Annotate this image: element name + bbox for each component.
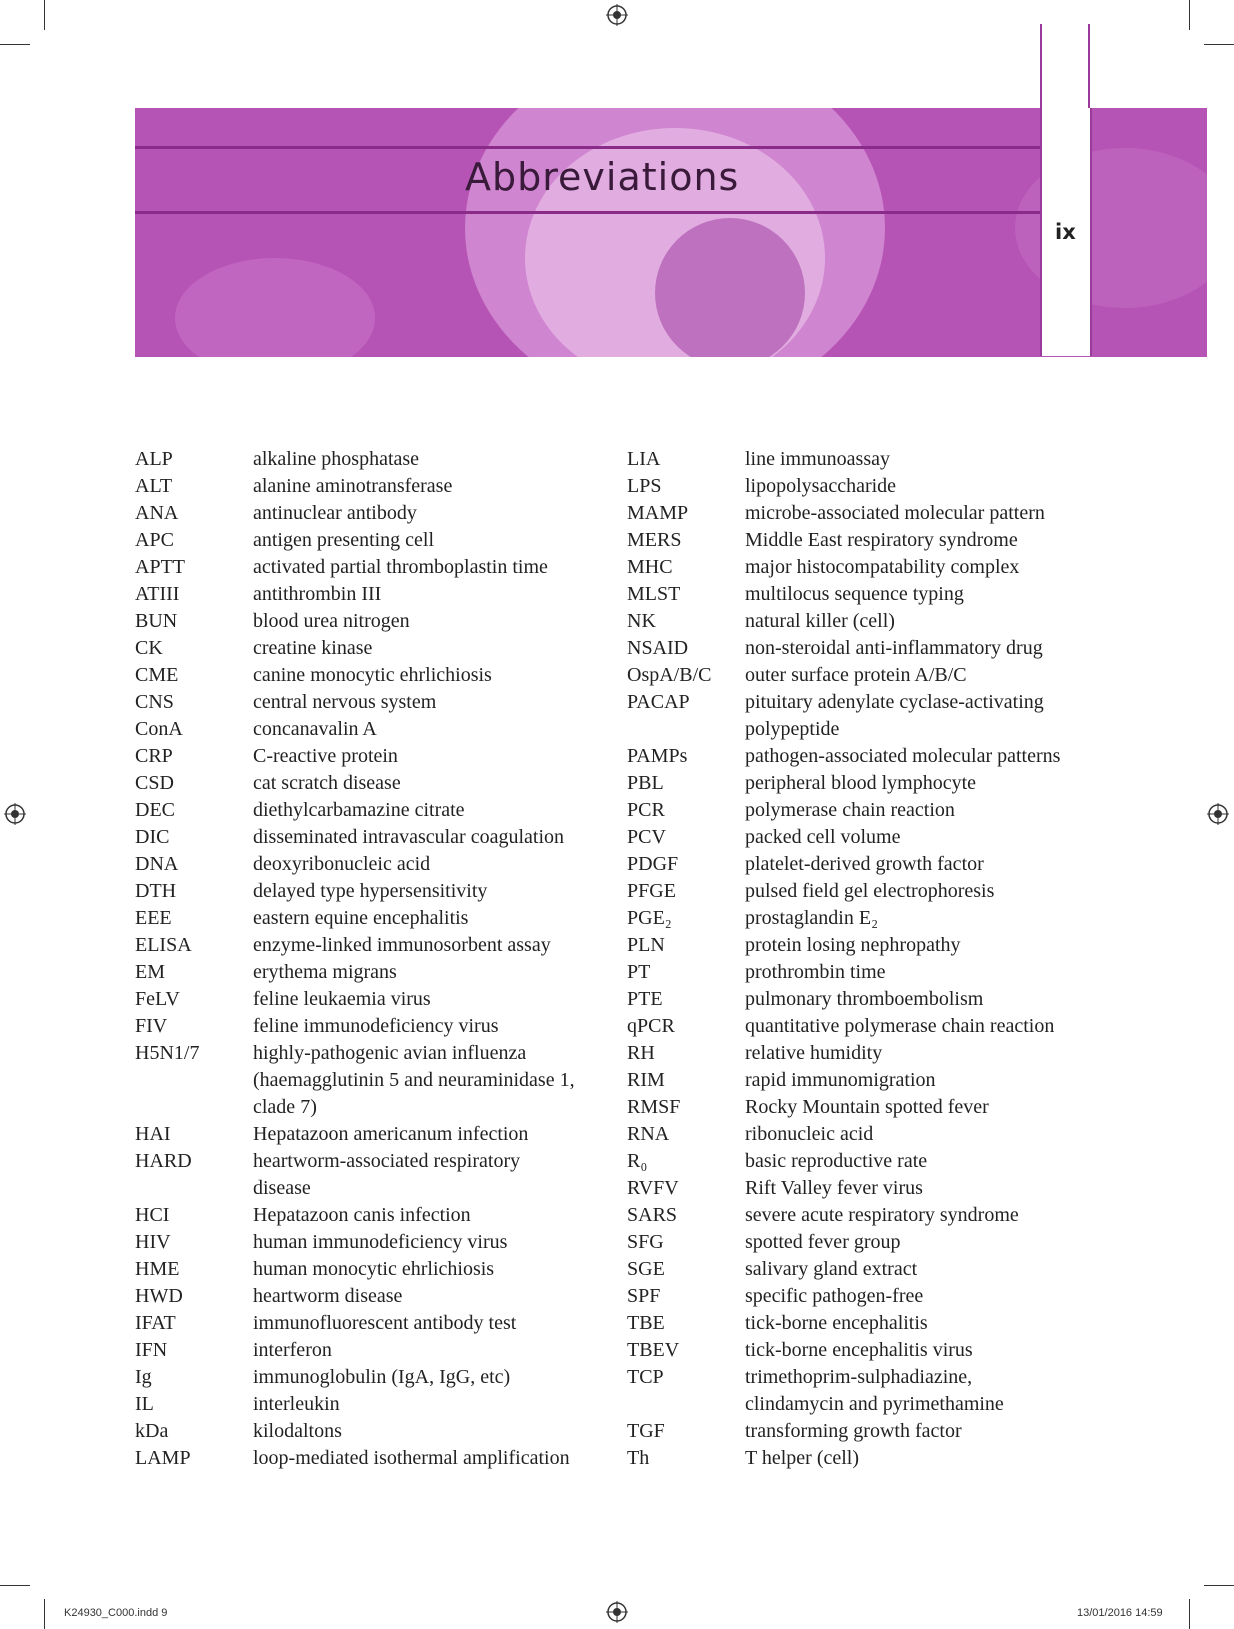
abbreviation-row [627,1337,1060,1364]
abbreviation-term: LPS [627,475,662,497]
abbreviation-row [135,662,575,689]
abbreviation-definition: disseminated intravascular coagulation [253,826,565,848]
abbreviation-term: HME [135,1258,180,1280]
abbreviation-term: RVFV [627,1177,679,1199]
abbreviation-row [135,959,575,986]
abbreviation-definition: outer surface protein A/B/C [745,664,967,686]
abbreviation-row [135,1256,575,1283]
abbreviation-term: ALP [135,448,173,470]
abbreviation-definition: immunofluorescent antibody test [253,1312,517,1334]
abbreviation-term: HWD [135,1285,183,1307]
abbreviation-term: OspA/B/C [627,664,712,686]
abbreviation-row [135,1337,575,1364]
footer-timestamp: 13/01/2016 14:59 [1077,1607,1163,1619]
abbreviation-row [627,1175,1060,1202]
abbreviation-term: SFG [627,1231,664,1253]
abbreviation-row [135,716,575,743]
abbreviation-row [627,851,1060,878]
abbreviation-term: ConA [135,718,183,740]
abbreviation-term: APTT [135,556,185,578]
abbreviation-term: Th [627,1447,650,1469]
abbreviation-term: MLST [627,583,681,605]
abbreviation-term: LAMP [135,1447,191,1469]
registration-mark-icon [606,1601,628,1623]
abbreviation-definition: antigen presenting cell [253,529,435,551]
abbreviation-definition: pulmonary thromboembolism [745,988,984,1010]
abbreviation-row [135,581,575,608]
abbreviation-row [135,689,575,716]
abbreviation-definition: pulsed field gel electrophoresis [745,880,995,902]
abbreviation-definition: spotted fever group [745,1231,901,1253]
header-texture [175,258,375,357]
abbreviation-row [135,878,575,905]
abbreviation-definition: quantitative polymerase chain reaction [745,1015,1055,1037]
page-number: ix [1055,220,1076,244]
abbreviation-definition: enzyme-linked immunosorbent assay [253,934,551,956]
abbreviation-row [135,986,575,1013]
abbreviation-term: H5N1/7 [135,1042,200,1064]
abbreviation-definition: non-steroidal anti-inflammatory drug [745,637,1043,659]
abbreviation-term: IFAT [135,1312,176,1334]
abbreviation-row [627,608,1060,635]
abbreviation-definition: tick-borne encephalitis virus [745,1339,973,1361]
header-rule-top [135,146,1040,149]
abbreviation-term: PFGE [627,880,676,902]
abbreviation-term: Ig [135,1366,152,1388]
abbreviation-definition: deoxyribonucleic acid [253,853,431,875]
abbreviation-row [135,527,575,554]
abbreviation-term: IL [135,1393,154,1415]
abbreviation-definition: interferon [253,1339,332,1361]
abbreviation-row [627,932,1060,959]
abbreviation-row [135,1148,575,1202]
abbreviation-term: IFN [135,1339,168,1361]
abbreviation-row [627,905,1060,932]
crop-mark [44,1599,45,1629]
abbreviation-term: R₀ [627,1150,648,1172]
abbreviation-row [627,635,1060,662]
abbreviation-definition: delayed type hypersensitivity [253,880,488,902]
abbreviation-term: PTE [627,988,663,1010]
abbreviation-definition: peripheral blood lymphocyte [745,772,977,794]
abbreviation-term: HCI [135,1204,170,1226]
abbreviation-term: RH [627,1042,655,1064]
abbreviation-term: PCR [627,799,665,821]
abbreviation-term: RMSF [627,1096,681,1118]
abbreviation-term: DTH [135,880,177,902]
abbreviation-row [627,1067,1060,1094]
abbreviation-term: ANA [135,502,179,524]
crop-mark [1204,44,1234,45]
abbreviation-definition: alkaline phosphatase [253,448,420,470]
abbreviation-definition: specific pathogen-free [745,1285,924,1307]
abbreviation-row [135,851,575,878]
abbreviation-definition: T helper (cell) [745,1447,860,1469]
abbreviation-definition: feline immunodeficiency virus [253,1015,499,1037]
abbreviation-row [627,878,1060,905]
abbreviation-definition: pathogen-associated molecular patterns [745,745,1061,767]
abbreviation-definition: severe acute respiratory syndrome [745,1204,1019,1226]
abbreviation-definition: line immunoassay [745,448,890,470]
abbreviation-term: DEC [135,799,175,821]
abbreviation-term: ELISA [135,934,192,956]
abbreviation-term: EEE [135,907,172,929]
abbreviation-term: qPCR [627,1015,675,1037]
abbreviation-term: CK [135,637,163,659]
abbreviation-term: HIV [135,1231,171,1253]
abbreviation-row [627,689,1060,743]
abbreviation-definition: canine monocytic ehrlichiosis [253,664,492,686]
header-texture [655,218,805,357]
abbreviation-term: PAMPs [627,745,688,767]
abbreviation-definition: human immunodeficiency virus [253,1231,508,1253]
abbreviation-term: MAMP [627,502,689,524]
abbreviation-row [627,1013,1060,1040]
abbreviation-definition: polymerase chain reaction [745,799,955,821]
registration-mark-icon [606,4,628,26]
abbreviation-term: NSAID [627,637,689,659]
abbreviation-definition: relative humidity [745,1042,883,1064]
abbreviation-term: SGE [627,1258,665,1280]
abbreviation-definition: antithrombin III [253,583,382,605]
abbreviation-term: MERS [627,529,682,551]
abbreviation-row [135,1229,575,1256]
abbreviation-definition: Rift Valley fever virus [745,1177,923,1199]
abbreviation-definition: prothrombin time [745,961,886,983]
abbreviation-definition: human monocytic ehrlichiosis [253,1258,495,1280]
abbreviation-row [135,1040,575,1121]
abbreviation-term: PT [627,961,651,983]
abbreviation-term: kDa [135,1420,169,1442]
abbreviation-row [135,635,575,662]
abbreviation-term: BUN [135,610,178,632]
crop-mark [1189,1599,1190,1629]
abbreviation-row [627,527,1060,554]
abbreviation-term: PLN [627,934,665,956]
abbreviation-row [627,473,1060,500]
abbreviation-definition: concanavalin A [253,718,377,740]
abbreviation-definition: central nervous system [253,691,437,713]
abbreviation-term: PCV [627,826,666,848]
abbreviation-row [135,1364,575,1391]
abbreviation-definition: erythema migrans [253,961,397,983]
abbreviation-definition: transforming growth factor [745,1420,962,1442]
abbreviation-row [135,905,575,932]
abbreviation-row [135,1418,575,1445]
abbreviation-row [135,1283,575,1310]
abbreviation-term: PDGF [627,853,679,875]
abbreviation-term: RIM [627,1069,665,1091]
abbreviation-definition: heartworm disease [253,1285,403,1307]
abbreviation-definition: tick-borne encephalitis [745,1312,928,1334]
crop-mark [0,44,30,45]
abbreviation-definition: C-reactive protein [253,745,398,767]
abbreviation-definition: prostaglandin E₂ [745,907,879,929]
abbreviation-row [135,446,575,473]
abbreviation-definition: heartworm-associated respiratory disease [253,1150,521,1199]
abbreviation-term: HAI [135,1123,171,1145]
footer-filename: K24930_C000.indd 9 [64,1607,168,1619]
abbreviation-row [135,824,575,851]
abbreviation-row [135,1445,575,1472]
abbreviation-row [627,743,1060,770]
abbreviation-row [135,1310,575,1337]
abbreviation-term: CNS [135,691,174,713]
header-rule-bottom [135,211,1040,214]
abbreviation-definition: immunoglobulin (IgA, IgG, etc) [253,1366,511,1388]
abbreviation-row [135,554,575,581]
abbreviation-definition: platelet-derived growth factor [745,853,984,875]
abbreviation-term: EM [135,961,165,983]
abbreviation-definition: antinuclear antibody [253,502,417,524]
abbreviation-term: TBEV [627,1339,680,1361]
abbreviation-term: FIV [135,1015,168,1037]
crop-mark [0,1585,30,1586]
crop-mark [1189,0,1190,30]
abbreviation-definition: major histocompatability complex [745,556,1020,578]
abbreviation-term: CME [135,664,179,686]
abbreviation-row [135,743,575,770]
abbreviation-row [135,473,575,500]
abbreviation-term: ALT [135,475,173,497]
abbreviation-term: TBE [627,1312,665,1334]
crop-mark [1204,1585,1234,1586]
abbreviation-row [627,662,1060,689]
abbreviation-row [135,797,575,824]
abbreviation-definition: rapid immunomigration [745,1069,936,1091]
abbreviation-definition: alanine aminotransferase [253,475,453,497]
abbreviation-row [135,608,575,635]
abbreviation-term: PACAP [627,691,690,713]
abbreviation-term: DNA [135,853,179,875]
abbreviation-term: CRP [135,745,173,767]
abbreviation-definition: interleukin [253,1393,340,1415]
abbreviation-definition: packed cell volume [745,826,901,848]
abbreviation-row [627,581,1060,608]
abbreviation-term: PBL [627,772,664,794]
abbreviation-row [135,500,575,527]
abbreviation-term: MHC [627,556,673,578]
abbreviation-row [627,1256,1060,1283]
abbreviation-term: CSD [135,772,174,794]
abbreviation-row [627,446,1060,473]
abbreviation-definition: eastern equine encephalitis [253,907,469,929]
abbreviation-term: NK [627,610,656,632]
abbreviation-row [627,1148,1060,1175]
abbreviation-row [627,986,1060,1013]
abbreviation-definition: Middle East respiratory syndrome [745,529,1018,551]
abbreviation-row [627,1364,1060,1418]
abbreviation-term: SPF [627,1285,661,1307]
abbreviation-definition: ribonucleic acid [745,1123,874,1145]
abbreviation-row [135,1391,575,1418]
abbreviation-row [627,797,1060,824]
abbreviation-definition: blood urea nitrogen [253,610,410,632]
abbreviations-right-column [627,446,1060,1472]
abbreviation-row [135,1202,575,1229]
abbreviation-definition: Hepatazoon americanum infection [253,1123,529,1145]
abbreviation-definition: salivary gland extract [745,1258,918,1280]
abbreviation-term: DIC [135,826,170,848]
abbreviation-term: FeLV [135,988,180,1010]
abbreviation-definition: basic reproductive rate [745,1150,928,1172]
abbreviation-definition: kilodaltons [253,1420,342,1442]
abbreviation-definition: natural killer (cell) [745,610,895,632]
abbreviation-row [627,1094,1060,1121]
abbreviation-definition: activated partial thromboplastin time [253,556,548,578]
tab-rule [1088,24,1090,108]
abbreviation-definition: Hepatazoon canis infection [253,1204,471,1226]
abbreviation-row [627,1040,1060,1067]
abbreviation-term: SARS [627,1204,678,1226]
abbreviation-definition: Rocky Mountain spotted fever [745,1096,989,1118]
abbreviation-row [135,1013,575,1040]
abbreviation-definition: loop-mediated isothermal amplification [253,1447,570,1469]
abbreviation-term: PGE₂ [627,907,672,929]
abbreviation-term: HARD [135,1150,192,1172]
abbreviation-definition: pituitary adenylate cyclase-activating polypeptide [745,691,1044,740]
abbreviation-definition: microbe-associated molecular pattern [745,502,1045,524]
abbreviation-row [627,1202,1060,1229]
abbreviation-row [627,1445,1060,1472]
abbreviation-term: RNA [627,1123,670,1145]
abbreviation-term: TGF [627,1420,665,1442]
abbreviation-row [627,1121,1060,1148]
abbreviation-row [627,1418,1060,1445]
abbreviation-row [627,1229,1060,1256]
abbreviation-definition: highly-pathogenic avian influenza (haemagglutinin 5 and neuraminidase 1, clade 7) [253,1042,575,1118]
page-title: Abbreviations [465,155,740,199]
abbreviation-definition: creatine kinase [253,637,373,659]
abbreviation-row [135,770,575,797]
registration-mark-icon [1207,803,1229,825]
abbreviation-definition: cat scratch disease [253,772,401,794]
abbreviation-row [627,824,1060,851]
crop-mark [44,0,45,30]
registration-mark-icon [4,803,26,825]
abbreviation-row [627,770,1060,797]
tab-rule [1040,24,1042,108]
abbreviation-row [135,1121,575,1148]
abbreviation-term: LIA [627,448,661,470]
abbreviation-definition: multilocus sequence typing [745,583,964,605]
abbreviation-row [627,500,1060,527]
abbreviation-definition: diethylcarbamazine citrate [253,799,465,821]
abbreviation-row [627,1283,1060,1310]
abbreviation-term: ATIII [135,583,180,605]
abbreviation-term: APC [135,529,174,551]
abbreviation-definition: trimethoprim-sulphadiazine, clindamycin and pyrimethamine [745,1366,1004,1415]
abbreviation-definition: protein losing nephropathy [745,934,961,956]
abbreviations-left-column [135,446,575,1472]
abbreviation-row [135,932,575,959]
abbreviation-definition: lipopolysaccharide [745,475,897,497]
abbreviation-row [627,959,1060,986]
abbreviation-row [627,1310,1060,1337]
abbreviation-row [627,554,1060,581]
abbreviation-term: TCP [627,1366,664,1388]
abbreviation-definition: feline leukaemia virus [253,988,431,1010]
